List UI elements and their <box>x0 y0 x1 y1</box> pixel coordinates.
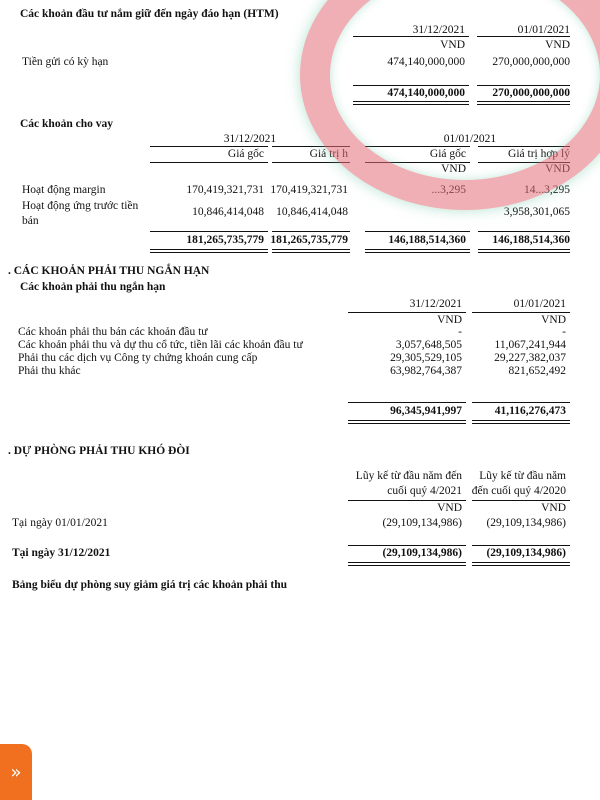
htm-total-2: 270,000,000,000 <box>492 87 570 99</box>
htm-col1-unit: VND <box>440 39 465 51</box>
provision-closing-value-2: (29,109,134,986) <box>486 547 566 559</box>
loans-total-3: 146,188,514,360 <box>388 234 466 246</box>
loans-fair-header-1: Giá trị h <box>309 148 348 160</box>
receivables-row4-value-2: 821,652,492 <box>508 365 566 377</box>
provision-section-title: . DỰ PHÒNG PHẢI THU KHÓ ĐÒI <box>8 445 190 457</box>
receivables-row4-label: Phải thu khác <box>18 365 81 377</box>
loans-total-2: 181,265,735,779 <box>270 234 348 246</box>
receivables-row3-value-2: 29,227,382,037 <box>494 352 566 364</box>
receivables-total-1: 96,345,941,997 <box>390 405 462 417</box>
loans-date-2: 01/01/2021 <box>443 133 497 145</box>
provision-opening-value-1: (29,109,134,986) <box>382 517 462 529</box>
loans-unit-3: VND <box>441 163 466 175</box>
receivables-row3-label: Phải thu các dịch vụ Công ty chứng khoán cung cấp <box>18 352 258 364</box>
htm-title: Các khoản đầu tư nắm giữ đến ngày đáo hạn (HTM) <box>20 8 279 20</box>
provision-closing-label: Tại ngày 31/12/2021 <box>12 547 111 559</box>
receivables-subtitle: Các khoản phải thu ngắn hạn <box>20 281 166 293</box>
htm-row-value-2: 270,000,000,000 <box>492 56 570 68</box>
loans-unit-4: VND <box>545 163 570 175</box>
loans-margin-value-1: 170,419,321,731 <box>186 184 264 196</box>
loans-advance-label-line2: bán <box>22 215 39 227</box>
receivables-col1-header: 31/12/2021 <box>409 298 462 310</box>
next-page-button[interactable] <box>0 744 32 800</box>
htm-col2-unit: VND <box>545 39 570 51</box>
loans-total-4: 146,188,514,360 <box>492 234 570 246</box>
receivables-row3-value-1: 29,305,529,105 <box>390 352 462 364</box>
provision-footer-title: Bảng biểu dự phòng suy giảm giá trị các khoản phải thu <box>12 579 287 591</box>
provision-opening-label: Tại ngày 01/01/2021 <box>12 517 108 529</box>
provision-col2-header-line2: đến cuối quý 4/2020 <box>471 485 566 497</box>
loans-margin-value-2: 170,419,321,731 <box>270 184 348 196</box>
double-chevron-right-icon: » <box>10 761 22 783</box>
provision-closing-value-1: (29,109,134,986) <box>382 547 462 559</box>
receivables-row4-value-1: 63,982,764,387 <box>390 365 462 377</box>
receivables-col1-unit: VND <box>437 314 462 326</box>
receivables-row2-value-1: 3,057,648,505 <box>395 339 462 351</box>
loans-cost-header-2: Giá gốc <box>429 148 466 160</box>
loans-advance-value-4: 3,958,301,065 <box>503 206 570 218</box>
loans-advance-value-2: 10,846,414,048 <box>276 206 348 218</box>
receivables-total-2: 41,116,276,473 <box>494 405 566 417</box>
loans-margin-value-4: 14...3,295 <box>524 184 570 196</box>
provision-col1-header-line2: cuối quý 4/2021 <box>387 485 462 497</box>
loans-total-1: 181,265,735,779 <box>186 234 264 246</box>
loans-advance-value-1: 10,846,414,048 <box>192 206 264 218</box>
loans-margin-value-3: ...3,295 <box>431 184 466 196</box>
receivables-row1-value-1: - <box>458 326 462 338</box>
loans-margin-label: Hoạt động margin <box>22 184 106 196</box>
provision-col2-header-line1: Lũy kế từ đầu năm <box>479 470 566 482</box>
htm-row-value-1: 474,140,000,000 <box>387 56 465 68</box>
receivables-row2-value-2: 11,067,241,944 <box>494 339 566 351</box>
receivables-row2-label: Các khoản phải thu và dự thu cổ tức, tiền lãi các khoản đầu tư <box>18 339 303 351</box>
htm-row-label: Tiền gửi có kỳ hạn <box>22 56 109 68</box>
loans-date-1: 31/12/2021 <box>223 133 277 145</box>
loans-title: Các khoản cho vay <box>20 118 113 130</box>
provision-col2-unit: VND <box>541 502 566 514</box>
receivables-section-title: . CÁC KHOẢN PHẢI THU NGẮN HẠN <box>8 265 210 277</box>
provision-col1-unit: VND <box>437 502 462 514</box>
receivables-row1-label: Các khoản phải thu bán các khoản đầu tư <box>18 326 208 338</box>
receivables-col2-header: 01/01/2021 <box>513 298 566 310</box>
loans-fair-header-2: Giá trị hợp lý <box>508 148 570 160</box>
loans-cost-header-1: Giá gốc <box>227 148 264 160</box>
provision-opening-value-2: (29,109,134,986) <box>486 517 566 529</box>
loans-advance-label-line1: Hoạt động ứng trước tiền <box>22 200 139 212</box>
htm-col2-header: 01/01/2021 <box>517 24 570 36</box>
receivables-row1-value-2: - <box>562 326 566 338</box>
provision-col1-header-line1: Lũy kế từ đầu năm đến <box>355 470 462 482</box>
receivables-col2-unit: VND <box>541 314 566 326</box>
htm-col1-header: 31/12/2021 <box>412 24 465 36</box>
htm-total-1: 474,140,000,000 <box>387 87 465 99</box>
